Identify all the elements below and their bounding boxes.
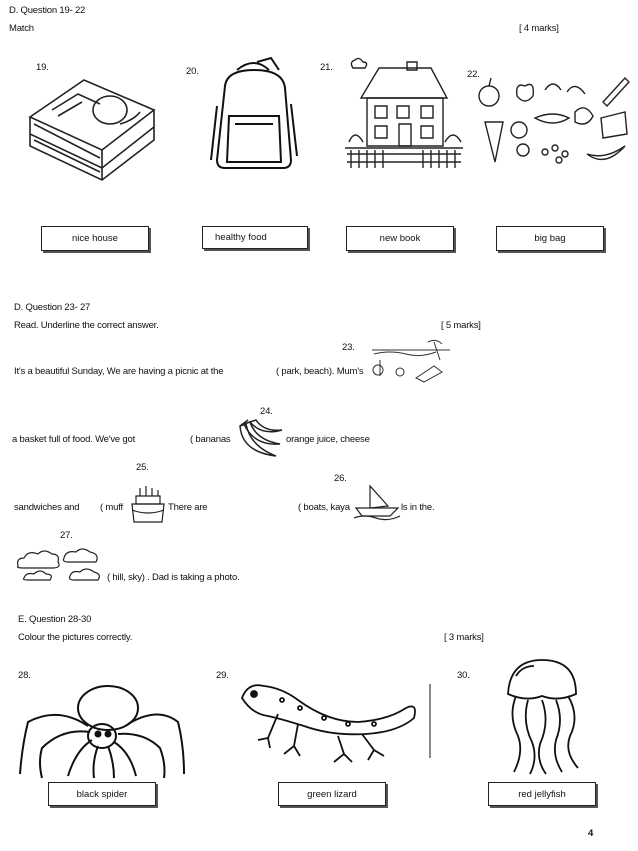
question-number-22: 22.: [467, 69, 480, 80]
section-title-read: D. Question 23- 27: [14, 302, 91, 313]
house-icon: [345, 58, 463, 170]
passage-line-3d: ( boats, kaya: [298, 502, 350, 513]
match-label-healthy-food: healthy food: [202, 226, 308, 249]
colour-label-green-lizard: green lizard: [278, 782, 386, 806]
match-label-nice-house: nice house: [41, 226, 149, 251]
instruction-match: Match: [9, 23, 34, 34]
question-number-20: 20.: [186, 66, 199, 77]
question-number-23: 23.: [342, 342, 355, 353]
question-number-28: 28.: [18, 670, 31, 681]
passage-line-2c: orange juice, cheese: [286, 434, 370, 445]
question-number-19: 19.: [36, 62, 49, 73]
lizard-icon: [238, 678, 424, 768]
passage-line-3e: ls in the.: [401, 502, 435, 513]
passage-line-1b: ( park, beach). Mum's: [276, 366, 364, 377]
instruction-read: Read. Underline the correct answer.: [14, 320, 159, 331]
marks-read: [ 5 marks]: [441, 320, 481, 331]
beach-icon: [370, 340, 452, 382]
clouds-icon: [14, 546, 104, 588]
marks-colour: [ 3 marks]: [444, 632, 484, 643]
match-label-big-bag: big bag: [496, 226, 604, 251]
section-title-match: D. Question 19- 22: [9, 5, 86, 16]
passage-line-2a: a basket full of food. We've got: [12, 434, 136, 445]
colour-label-black-spider: black spider: [48, 782, 156, 806]
question-number-27: 27.: [60, 530, 73, 541]
passage-line-3b: ( muff: [100, 502, 123, 513]
page-number: 4: [588, 828, 594, 839]
question-number-29: 29.: [216, 670, 229, 681]
bananas-icon: [236, 418, 284, 462]
marks-match: [ 4 marks]: [519, 23, 559, 34]
spider-icon: [18, 676, 186, 780]
instruction-colour: Colour the pictures correctly.: [18, 632, 133, 643]
passage-line-4: ( hill, sky) . Dad is taking a photo.: [107, 572, 240, 583]
question-number-25: 25.: [136, 462, 149, 473]
jellyfish-icon: [498, 656, 586, 776]
book-icon: [22, 72, 162, 182]
passage-line-2b: ( bananas: [190, 434, 231, 445]
question-number-21: 21.: [320, 62, 333, 73]
question-number-26: 26.: [334, 473, 347, 484]
food-icon: [475, 72, 630, 172]
boat-icon: [352, 484, 402, 520]
backpack-icon: [207, 56, 302, 171]
passage-line-3c: There are: [168, 502, 208, 513]
colour-label-red-jellyfish: red jellyfish: [488, 782, 596, 806]
passage-line-1a: It's a beautiful Sunday, We are having a picnic at the: [14, 366, 224, 377]
question-number-24: 24.: [260, 406, 273, 417]
match-label-new-book: new book: [346, 226, 454, 251]
passage-line-3a: sandwiches and: [14, 502, 80, 513]
question-number-30: 30.: [457, 670, 470, 681]
cake-icon: [128, 482, 168, 526]
section-title-colour: E. Question 28-30: [18, 614, 92, 625]
